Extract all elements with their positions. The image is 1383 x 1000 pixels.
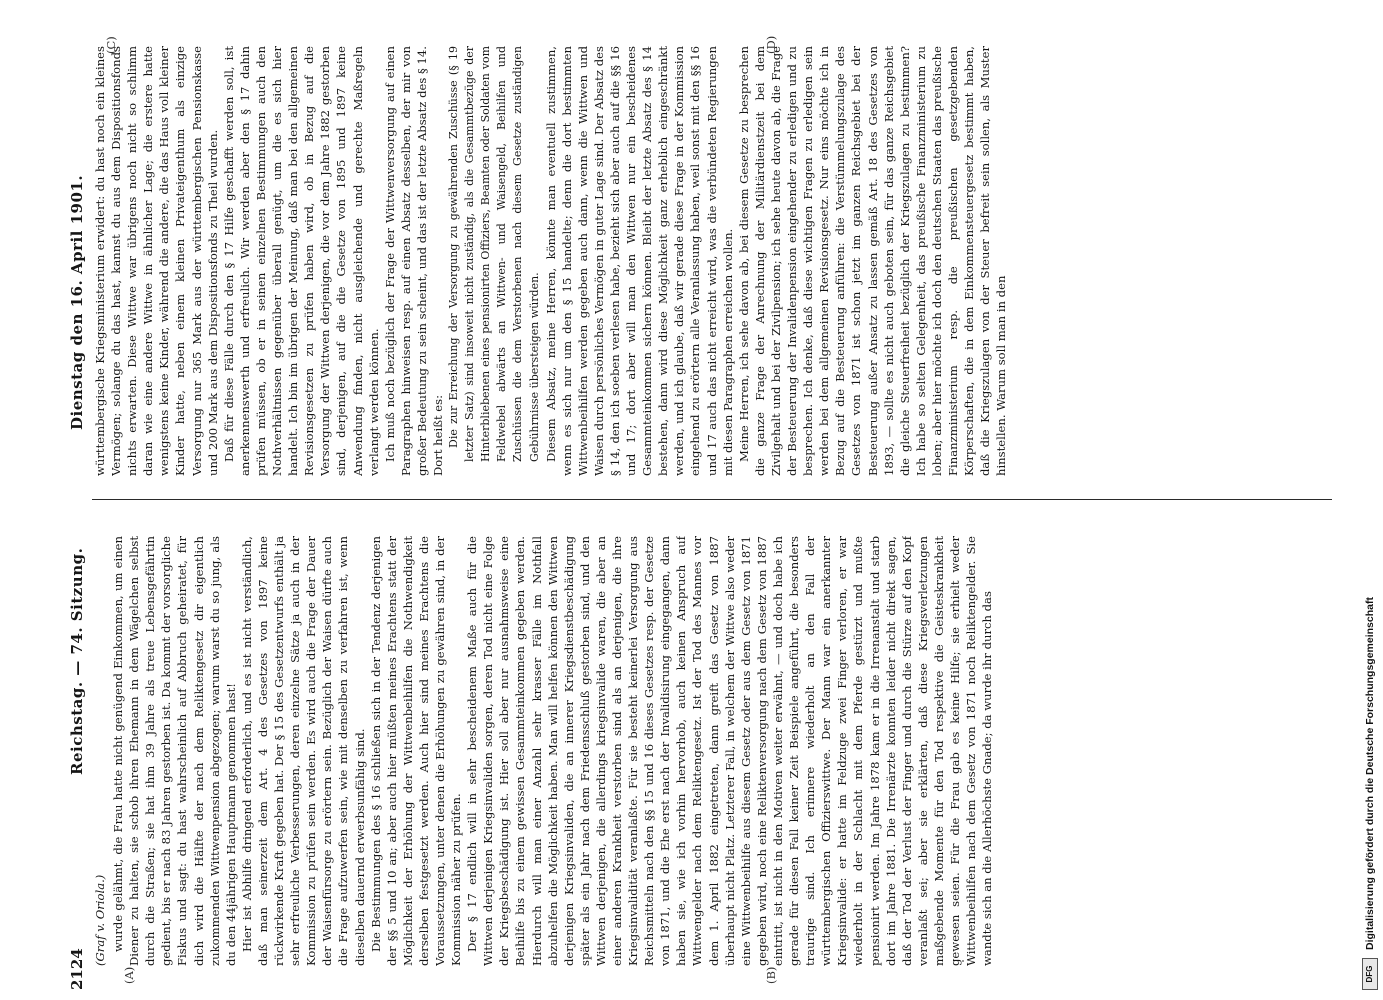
- session-date: Dienstag den 16. April 1901.: [68, 174, 86, 430]
- column-divider: [92, 499, 1332, 500]
- paragraph: Meine Herren, ich sehe davon ab, bei diesem Gesetze zu besprechen die ganze Frage der Anrechnung der Militärdienstzeit bei dem Zivilgehalt und bei der Zivilpension; ich sehe heute davon ab, die Frage der Besteuerung der Invalidenpension eingehender zu erledigen und zu besprechen. Ich denke, daß diese wichtigen Fragen zu erledigen sein werden bei dem allgemeinen Revisionsgesetz. Nur eins möchte ich in Bezug auf die Besteuerung anführen: die Verstümmelungszulage des Gesetzes von 1871 ist schon jetzt im ganzen Reichsgebiet bei der Besteuerung außer Ansatz zu lassen gemäß Art. 18 des Gesetzes von 1893, — sollte es nicht auch geboten sein, für das ganze Reichsgebiet die gleiche Steuerfreiheit bezüglich der Kriegszulagen zu bestimmen? Ich habe so selten Gelegenheit, das preußische Finanzministerium zu loben; aber hier möchte ich doch den deutschen Staaten das preußische Finanzministerium resp. die preußischen gesetzgebenden Körperschaften, die in dem Einkommensteuergesetz bestimmt haben, daß die Kriegszulagen von der Steuer befreit sein sollen, als Muster hinstellen. Warum soll man in den: [736, 46, 1009, 476]
- paragraph: Daß für diese Fälle durch den § 17 Hilfe geschafft werden soll, ist anerkennenswerth und erfreulich. Wir werden aber den § 17 dahin prüfen müssen, ob er in seinen einzelnen Bestimmungen auch den Nothverhältnissen gegenüber überall genügt, um die es sich hier handelt. Ich bin im übrigen der Meinung, daß man bei den allgemeinen Revisionsgesetzen zu prüfen haben wird, ob in Bezug auf die Versorgung der Wittwen derjenigen, die vor dem Jahre 1882 gestorben sind, derjenigen, auf die die Gesetze von 1895 und 1897 keine Anwendung finden, nicht ausgleichende und gerechte Maßregeln verlangt werden können.: [221, 46, 381, 476]
- scan-speck: [962, 960, 964, 962]
- page-number: 2124: [68, 948, 86, 990]
- margin-marker-a: (A): [122, 966, 136, 984]
- rotated-page: [64, 25, 1364, 990]
- right-column: [92, 46, 1332, 476]
- left-column: [92, 536, 1332, 966]
- margin-marker-b: (B): [764, 966, 778, 984]
- side-note-text: [1361, 10, 1379, 990]
- quoted-paragraph: Die zur Erreichung der Versorgung zu gewährenden Zuschüsse (§ 19 letzter Satz) sind insoweit nicht zuständig, als die Gesammtbezüge der Hinterbliebenen eines pensionirten Offiziers, Beamten oder Soldaten vom Feldwebel abwärts an Wittwen- und Waisengeld, Beihilfen und Zuschüssen die dem Verstorbenen nach diesem Gesetze zuständigen Gebührnisse übersteigen würden.: [447, 46, 541, 462]
- paragraph: württembergische Kriegsministerium erwidert: du hast noch ein kleines Vermögen; solange du das hast, kannst du aus dem Dispositionsfonds nichts erwarten. Diese Wittwe war übrigens noch nicht so schlimm daran wie eine andere Wittwe in ähnlicher Lage; die erstere hatte wenigstens keine Kinder, während die andere, die das Haus voll kleiner Kinder hatte, neben einem kleinen Privateigenthum als einzige Versorgung nur 365 Mark aus der württembergischen Pensionskasse und 200 Mark aus dem Dispositionsfonds zu Theil wurden.: [93, 46, 220, 476]
- side-note: [1357, 0, 1383, 1000]
- paragraph: wurde gelähmt, die Frau hatte nicht genügend Einkommen, um einen Diener zu halten, sie schob ihren Ehemann in dem Wägelchen selbst durch die Straßen; sie hat ihm 39 Jahre als treue Lebensgefährtin gedient, bis er nach 83 Jahren gestorben ist. Da kommt der vorsorgliche Fiskus und sagt: du hast wahrscheinlich auf Abbruch geheiratet, für dich wird die Hälfte der nach dem Reliktengesetz dir eigentlich zukommenden Wittwenpension abgezogen; warum warst du so jung, als du den 44jährigen Hauptmann genommen hast!: [111, 536, 238, 966]
- session-title: Reichstag. — 74. Sitzung.: [68, 547, 86, 775]
- dfg-logo-icon: DFG: [1362, 958, 1378, 990]
- paragraph: Hier ist Abhilfe dringend erforderlich, und es ist nicht verständlich, daß man seinerzeit dem Art. 4 des Gesetzes von 1897 keine rückwirkende Kraft gegeben hat. Der § 15 des Gesetzentwurfs enthält ja sehr erfreuliche Verbesserungen, deren einzelne Sätze ja auch in der Kommission zu prüfen sein werden. Es wird auch die Frage der Dauer der Waisenfürsorge zu erörtern sein. Bezüglich der Waisen dürfte auch die Frage aufzuwerfen sein, wie mit denselben zu verfahren ist, wenn dieselben dauernd erwerbsunfähig sind.: [239, 536, 367, 966]
- page-header: [64, 25, 90, 990]
- margin-marker-c: (C): [104, 36, 118, 54]
- paragraph: Ich muß noch bezüglich der Frage der Wittwenversorgung auf einen Paragraphen hinweisen resp. auf einen Absatz desselben, der mir von großer Bedeutung zu sein scheint, und das ist der letzte Absatz des § 14. Dort heißt es:: [382, 46, 445, 476]
- paragraph: Diesem Absatz, meine Herren, könnte man eventuell zustimmen, wenn es sich nur um den § 15 handelte; denn die dort bestimmten Wittwenbeihilfen werden gegeben auch dann, wenn die Wittwen und Waisen durch persönliches Vermögen in guter Lage sind. Der Absatz des § 14, den ich soeben verlesen habe, bezieht sich aber auch auf die §§ 16 und 17; dort aber will man den Wittwen nur ein bescheidenes Gesammteinkommen sichern können. Bleibt der letzte Absatz des § 14 bestehen, dann wird diese Möglichkeit ganz erheblich eingeschränkt werden, und ich glaube, daß wir gerade diese Frage in der Kommission eingehend zu erörtern alle Veranlassung haben, weil sonst mit den §§ 16 und 17 auch das nicht erreicht wird, was die verbündeten Regierungen mit diesen Paragraphen erreichen wollen.: [543, 46, 735, 476]
- margin-marker-d: (D): [764, 35, 778, 54]
- paragraph: Der § 17 endlich will in sehr bescheidenem Maße auch für die Wittwen derjenigen Kriegsinvaliden sorgen, deren Tod nicht eine Folge der Kriegsbeschädigung ist. Hier soll aber nur ausnahmsweise eine Beihilfe bis zu einem gewissen Gesammteinkommen gegeben werden. Hierdurch will man einer Anzahl sehr krasser Fälle im Nothfall abzuhelfen die Möglichkeit haben. Man will helfen können den Wittwen derjenigen Kriegsinvaliden, die an innerer Kriegsdienstbeschädigung später als ein Jahr nach dem Friedensschluß gestorben sind, und den Wittwen derjenigen, die allerdings kriegsinvalide waren, die aber an einer anderen Krankheit verstorben sind als an derjenigen, die ihre Kriegsinvalidität veranlaßte. Für sie besteht keinerlei Versorgung aus Reichsmitteln nach den §§ 15 und 16 dieses Gesetzes resp. der Gesetze von 1871, und die Ehe erst nach der Invalidisirung eingegangen, dann haben sie, wie ich vorhin hervorhob, auch keinen Anspruch auf Wittwengelder nach dem Reliktengesetz. Ist der Tod des Mannes vor dem 1. April 1882 eingetreten, dann greift das Gesetz von 1887 überhaupt nicht Platz. Letzterer Fall, in welchem der Wittwe also weder eine Wittwenbeihilfe aus diesem Gesetz oder aus dem Gesetz von 1871 gegeben wird, noch eine Reliktenversorgung nach dem Gesetz von 1887 eintritt, ist nicht in den Motiven weiter erwähnt, — und doch habe ich gerade für diesen Fall keiner Zeit Beispiele angeführt, die besonders traurige sind. Ich erinnere wiederholt an den Fall der württembergischen Offizierswittwe. Der Mann war ein anerkannter Kriegsinvalide: er hatte im Feldzuge zwei Finger verloren, er war wiederholt in der Schlacht mit dem Pferde gestürzt und mußte pensionirt werden. Im Jahre 1878 kam er in die Irrenanstalt und starb dort im Jahre 1881. Die Irrenärzte konnten leider nicht direkt sagen, daß der Tod der Verlust der Finger und durch die Stürze auf den Kopf veranlaßt sei; aber sie erklärten, daß diese Kriegsverletzungen maßgebende Momente für den Tod respektive die Geisteskrankheit gewesen seien. Für die Frau gab es keine Hilfe; sie erhielt weder Wittwenbeihilfen nach dem Gesetz von 1871 noch Reliktengelder. Sie wandte sich an die Allerhöchste Gnade; da wurde ihr durch das: [465, 536, 995, 966]
- paragraph: Die Bestimmungen des § 16 schließen sich in der Tendenz derjenigen der §§ 5 und 10 an; aber auch hier müßten meines Erachtens statt der Möglichkeit der Erhöhung der Wittwenbeihilfen die Nothwendigkeit derselben festgesetzt werden. Auch hier sind meines Erachtens die Voraussetzungen, unter denen die Erhöhungen zu gewähren sind, in der Kommission näher zu prüfen.: [368, 536, 464, 966]
- speaker-label: (Graf v. Oriola.): [93, 874, 107, 966]
- funding-note: Digitalisierung gefördert durch die Deutsche Forschungsgemeinschaft: [1364, 597, 1376, 950]
